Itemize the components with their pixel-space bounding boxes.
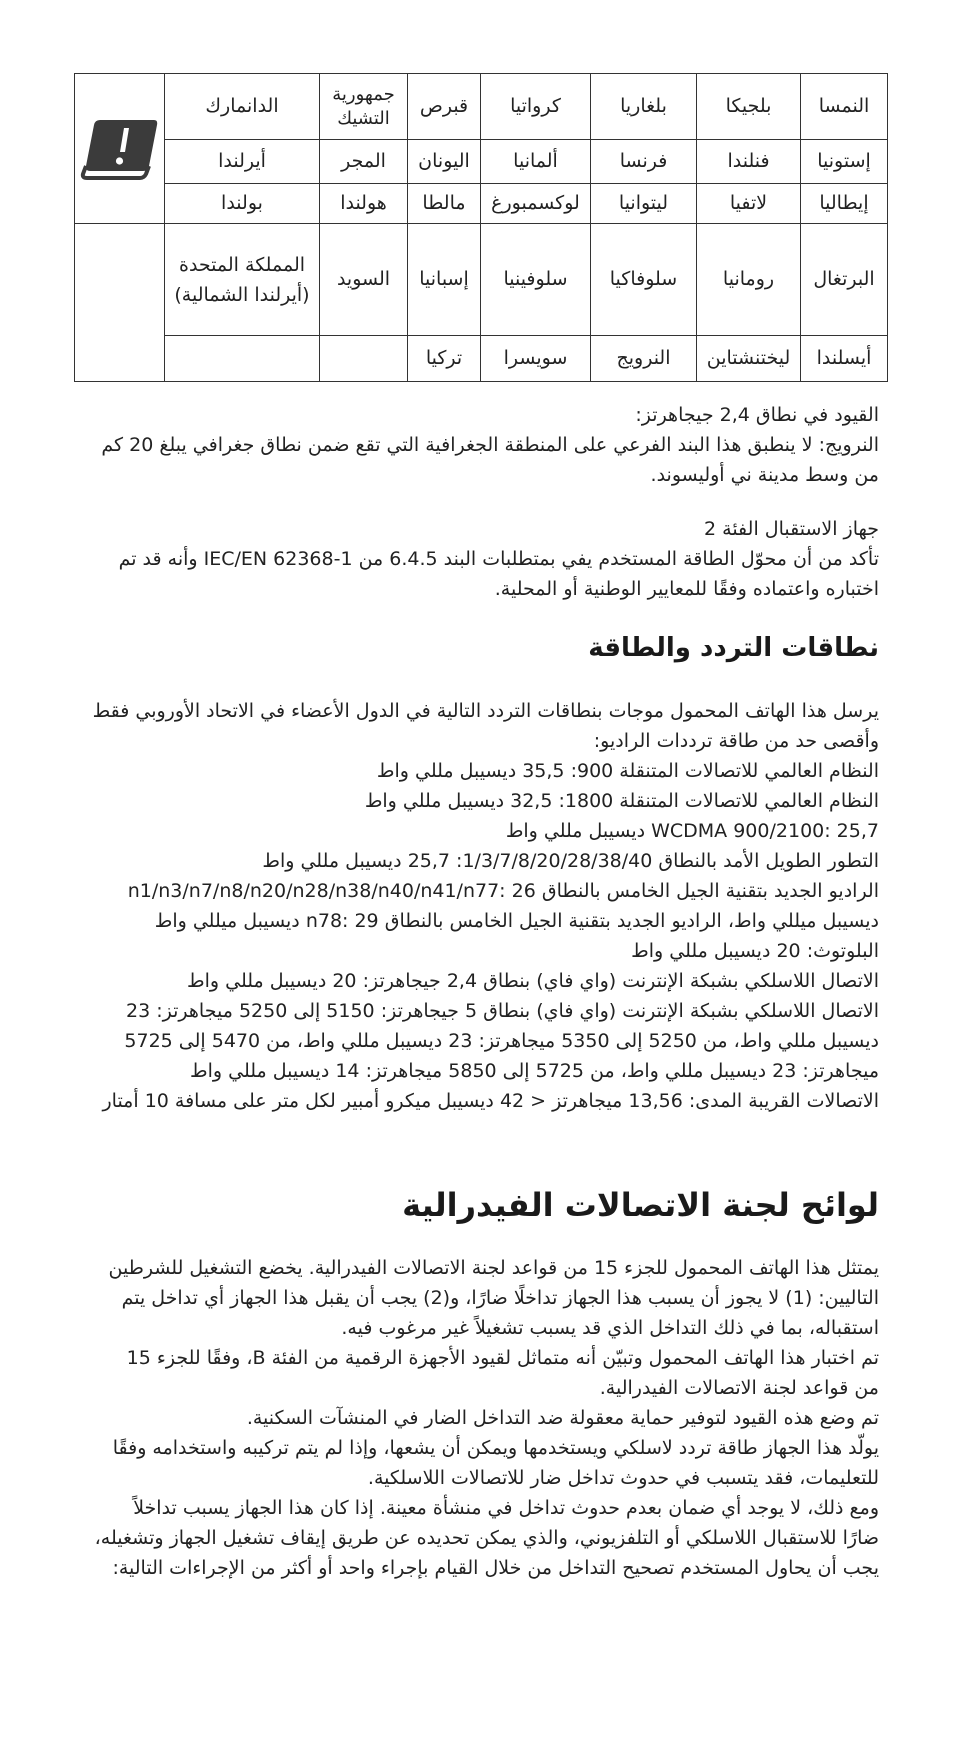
receiver-line: اختباره واعتماده وفقًا للمعايير الوطنية أو المحلية. xyxy=(494,578,879,600)
table-row xyxy=(75,74,888,140)
empty-cell xyxy=(75,224,165,382)
table-cell: فرنسا xyxy=(591,140,697,184)
table-cell: بلغاريا xyxy=(591,74,697,140)
warning-cell xyxy=(75,74,165,224)
table-cell: سلوفاكيا xyxy=(591,224,697,336)
table-cell: النمسا xyxy=(801,74,888,140)
frequency-heading: نطاقات التردد والطاقة xyxy=(588,633,879,663)
frequency-line: يرسل هذا الهاتف المحمول موجات بنطاقات التردد التالية في الدول الأعضاء في الاتحاد الأوروبي فقط xyxy=(92,700,879,722)
table-cell: رومانيا xyxy=(697,224,801,336)
fcc-line: يولّد هذا الجهاز طاقة تردد لاسلكي ويستخدمها ويمكن أن يشعها، وإذا لم يتم تركيبه واستخدامه وفقًا xyxy=(112,1437,879,1459)
frequency-line: ديسيبل ميللي واط، الراديو الجديد بتقنية الجيل الخامس بالنطاق n78: 29 ديسيبل ميللي واط xyxy=(154,910,879,932)
frequency-line: الاتصالات القريبة المدى: 13,56 ميجاهرتز < 42 ديسيبل ميكرو أمبير لكل متر على مسافة 10 أمتار xyxy=(102,1090,879,1112)
table-row xyxy=(75,140,888,184)
frequency-line: وأقصى حد من طاقة ترددات الراديو: xyxy=(593,730,879,752)
fcc-section xyxy=(69,1253,879,1583)
table-cell: السويد xyxy=(320,224,408,336)
table-cell: مالطا xyxy=(408,184,481,224)
restrictions-norway-cont: من وسط مدينة ني أوليسوند. xyxy=(650,464,879,486)
table-cell: قبرص xyxy=(408,74,481,140)
table-cell: سويسرا xyxy=(481,336,591,382)
frequency-line: النظام العالمي للاتصالات المتنقلة 1800: 32,5 ديسيبل مللي واط xyxy=(364,790,879,812)
frequency-line: البلوتوث: 20 ديسيبل مللي واط xyxy=(631,940,879,962)
table-cell: هولندا xyxy=(320,184,408,224)
fcc-line: للتعليمات، فقد يتسبب في حدوث تداخل ضار للاتصالات اللاسلكية. xyxy=(367,1467,879,1489)
table-cell: المجر xyxy=(320,140,408,184)
table-cell: إيطاليا xyxy=(801,184,888,224)
fcc-line: يجب أن يحاول المستخدم تصحيح التداخل من خلال القيام بإجراء واحد أو أكثر من الإجراءات التالية: xyxy=(112,1557,879,1579)
restrictions-section xyxy=(69,400,879,490)
table-cell: سلوفينيا xyxy=(481,224,591,336)
table-cell: بلجيكا xyxy=(697,74,801,140)
table-cell: لاتفيا xyxy=(697,184,801,224)
table-cell: المملكة المتحدة (أيرلندا الشمالية) xyxy=(165,224,320,336)
table-cell: بولندا xyxy=(165,184,320,224)
table-cell: أيرلندا xyxy=(165,140,320,184)
table-cell: الدانمارك xyxy=(165,74,320,140)
fcc-line: تم وضع هذه القيود لتوفير حماية معقولة ضد التداخل الضار في المنشآت السكنية. xyxy=(246,1407,879,1429)
table-cell: فنلندا xyxy=(697,140,801,184)
table-cell: إستونيا xyxy=(801,140,888,184)
fcc-heading: لوائح لجنة الاتصالات الفيدرالية xyxy=(402,1186,879,1224)
table-cell: إسبانيا xyxy=(408,224,481,336)
fcc-line: التاليين: (1) لا يجوز أن يسبب هذا الجهاز تداخلًا ضارًا، و(2) يجب أن يقبل هذا الجهاز أي تداخل يتم xyxy=(121,1287,879,1309)
table-cell xyxy=(165,336,320,382)
table-cell: النرويج xyxy=(591,336,697,382)
table-row xyxy=(75,184,888,224)
restrictions-norway: النرويج: لا ينطبق هذا البند الفرعي على المنطقة الجغرافية التي تقع ضمن نطاق جغرافي يبلغ 20 كم xyxy=(101,434,879,456)
restrictions-title: القيود في نطاق 2,4 جيجاهرتز: xyxy=(635,404,879,426)
receiver-title: جهاز الاستقبال الفئة 2 xyxy=(704,518,879,540)
fcc-line: ضارًا للاستقبال اللاسلكي أو التلفزيوني، والذي يمكن تحديده عن طريق إيقاف تشغيل الجهاز وتشغيله، xyxy=(94,1527,879,1549)
table-cell xyxy=(320,336,408,382)
fcc-line: استقباله، بما في ذلك التداخل الذي قد يسبب تشغيلاً غير مرغوب فيه. xyxy=(341,1317,879,1339)
frequency-line: ديسيبل مللي واط، من 5250 إلى 5350 ميجاهرتز: 23 ديسيبل مللي واط، من 5470 إلى 5725 xyxy=(124,1030,879,1052)
receiver-section xyxy=(69,514,879,604)
frequency-section xyxy=(69,696,879,1116)
table-cell: جمهورية التشيك xyxy=(320,74,408,140)
table-cell: ليتوانيا xyxy=(591,184,697,224)
frequency-line: الاتصال اللاسلكي بشبكة الإنترنت (واي فاي) بنطاق 2,4 جيجاهرتز: 20 ديسيبل مللي واط xyxy=(187,970,879,992)
frequency-line: ميجاهرتز: 23 ديسيبل مللي واط، من 5725 إلى 5850 ميجاهرتز: 14 ديسيبل مللي واط xyxy=(190,1060,879,1082)
table-cell: اليونان xyxy=(408,140,481,184)
fcc-line: من قواعد لجنة الاتصالات الفيدرالية. xyxy=(599,1377,879,1399)
fcc-line: تم اختبار هذا الهاتف المحمول وتبيّن أنه متماثل لقيود الأجهزة الرقمية من الفئة B، وفقًا للجزء 15 xyxy=(126,1347,879,1369)
table-cell: البرتغال xyxy=(801,224,888,336)
country-table xyxy=(74,73,888,382)
table-cell: ليختنشتاين xyxy=(697,336,801,382)
table-cell: كرواتيا xyxy=(481,74,591,140)
frequency-line: WCDMA 900/2100: 25,7 ديسيبل مللي واط xyxy=(505,820,879,842)
frequency-line: النظام العالمي للاتصالات المتنقلة 900: 35,5 ديسيبل مللي واط xyxy=(376,760,879,782)
table-cell: لوكسمبورغ xyxy=(481,184,591,224)
table-cell: ألمانيا xyxy=(481,140,591,184)
fcc-line: يمتثل هذا الهاتف المحمول للجزء 15 من قواعد لجنة الاتصالات الفيدرالية. يخضع التشغيل للشرطين xyxy=(108,1257,879,1279)
receiver-line: تأكد من أن محوّل الطاقة المستخدم يفي بمتطلبات البند 6.4.5 من IEC/EN 62368-1 وأنه قد تم xyxy=(118,548,879,570)
table-row xyxy=(75,224,888,336)
table-cell: تركيا xyxy=(408,336,481,382)
frequency-line: التطور الطويل الأمد بالنطاق 1/3/7/8/20/28/38/40: 25,7 ديسيبل مللي واط xyxy=(262,850,879,872)
warning-note-icon xyxy=(80,116,160,182)
fcc-line: ومع ذلك، لا يوجد أي ضمان بعدم حدوث تداخل في منشأة معينة. إذا كان هذا الجهاز يسبب تداخلاً xyxy=(133,1497,879,1519)
table-cell: أيسلندا xyxy=(801,336,888,382)
frequency-line: الراديو الجديد بتقنية الجيل الخامس بالنطاق n1/n3/n7/n8/n20/n28/n38/n40/n41/n77: 26 xyxy=(127,880,879,902)
table-row xyxy=(75,336,888,382)
frequency-line: الاتصال اللاسلكي بشبكة الإنترنت (واي فاي) بنطاق 5 جيجاهرتز: 5150 إلى 5250 ميجاهرتز: 23 xyxy=(126,1000,879,1022)
